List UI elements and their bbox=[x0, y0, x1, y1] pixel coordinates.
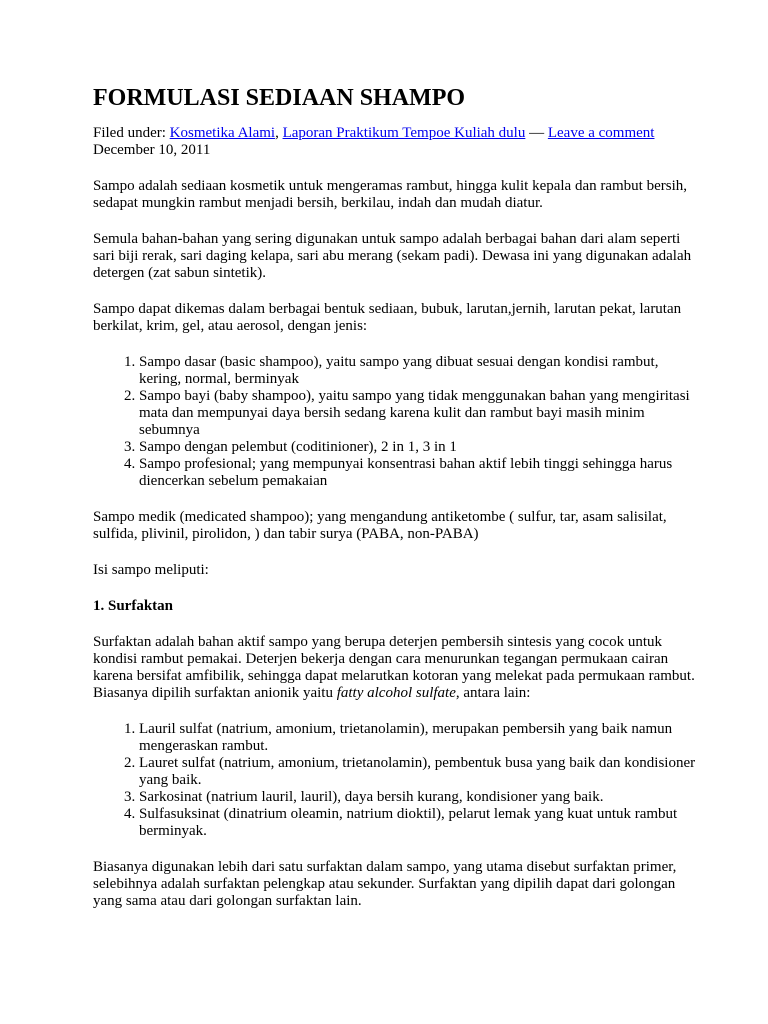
category-separator: , bbox=[275, 125, 279, 141]
category-link-kosmetika-alami[interactable]: Kosmetika Alami bbox=[169, 125, 276, 141]
filed-under-label: Filed under: bbox=[93, 125, 166, 141]
intro-paragraph-2: Semula bahan-bahan yang sering digunakan untuk sampo adalah berbagai bahan dari alam seperti sari biji rerak, sari daging kelapa, sari abu merang (sekam padi). Dewasa ini yang digunakan adalah detergen (zat sabun sintetik). bbox=[93, 231, 692, 281]
list-item: 4. Sulfasuksinat (dinatrium oleamin, natrium dioktil), pelarut lemak yang kuat untuk rambut berminyak. bbox=[139, 806, 698, 840]
surfaktan-text-end: , antara lain: bbox=[455, 685, 531, 701]
post-date: December 10, 2011 bbox=[93, 142, 211, 158]
surfaktan-text-start: Surfaktan adalah bahan aktif sampo yang berupa deterjen pembersih sintesis yang cocok untuk kondisi rambut pemakai. Deterjen bekerja dengan cara menurunkan tegangan permukaan cairan karena bersifat amfibilik, sehingga dapat melarutkan kotoran yang melekat pada permukaan rambut. Biasanya dipilih surfaktan anionik yaitu bbox=[93, 634, 695, 701]
surfaktan-paragraph bbox=[93, 634, 698, 702]
medik-paragraph: Sampo medik (medicated shampoo); yang mengandung antiketombe ( sulfur, tar, asam salisilat, sulfida, plivinil, pirolidon, ) dan tabir surya (PABA, non-PABA) bbox=[93, 509, 667, 542]
page-title: FORMULASI SEDIAAN SHAMPO bbox=[93, 85, 466, 111]
surfaktan-italic-term: fatty alcohol sulfate bbox=[336, 685, 456, 701]
list-item: 4. Sampo profesional; yang mempunyai konsentrasi bahan aktif lebih tinggi sehingga harus diencerkan sebelum pemakaian bbox=[139, 456, 698, 490]
intro-paragraph-1: Sampo adalah sediaan kosmetik untuk mengeramas rambut, hingga kulit kepala dan rambut bersih, sedapat mungkin rambut menjadi bersih, berkilau, indah dan mudah diatur. bbox=[93, 178, 688, 211]
sampo-jenis-list bbox=[93, 354, 698, 490]
category-link-laporan-praktikum[interactable]: Laporan Praktikum Tempoe Kuliah dulu bbox=[282, 125, 526, 141]
list-item: 2. Lauret sulfat (natrium, amonium, trietanolamin), pembentuk busa yang baik dan kondisioner yang baik. bbox=[139, 755, 698, 789]
surfaktan-list bbox=[93, 721, 698, 840]
list-item: 3. Sampo dengan pelembut (coditinioner), 2 in 1, 3 in 1 bbox=[139, 439, 698, 456]
isi-paragraph: Isi sampo meliputi: bbox=[93, 562, 209, 578]
closing-paragraph: Biasanya digunakan lebih dari satu surfaktan dalam sampo, yang utama disebut surfaktan primer, selebihnya adalah surfaktan pelengkap atau sekunder. Surfaktan yang dipilih dapat dari golongan yang sama atau dari golongan surfaktan lain. bbox=[93, 859, 677, 909]
list-item: 1. Lauril sulfat (natrium, amonium, trietanolamin), merupakan pembersih yang baik namun mengeraskan rambut. bbox=[139, 721, 698, 755]
intro-paragraph-3: Sampo dapat dikemas dalam berbagai bentuk sediaan, bubuk, larutan,jernih, larutan pekat, larutan berkilat, krim, gel, atau aerosol, dengan jenis: bbox=[93, 301, 682, 334]
leave-comment-link[interactable]: Leave a comment bbox=[547, 125, 655, 141]
post-meta bbox=[93, 125, 698, 159]
list-item: 1. Sampo dasar (basic shampoo), yaitu sampo yang dibuat sesuai dengan kondisi rambut, kering, normal, berminyak bbox=[139, 354, 698, 388]
list-item: 2. Sampo bayi (baby shampoo), yaitu sampo yang tidak menggunakan bahan yang mengiritasi mata dan mempunyai daya bersih sedang karena kulit dan rambut bayi masih minim sebumnya bbox=[139, 388, 698, 439]
section-heading-surfaktan: 1. Surfaktan bbox=[93, 598, 174, 614]
meta-dash: — bbox=[529, 125, 545, 141]
list-item: 3. Sarkosinat (natrium lauril, lauril), daya bersih kurang, kondisioner yang baik. bbox=[139, 789, 698, 806]
